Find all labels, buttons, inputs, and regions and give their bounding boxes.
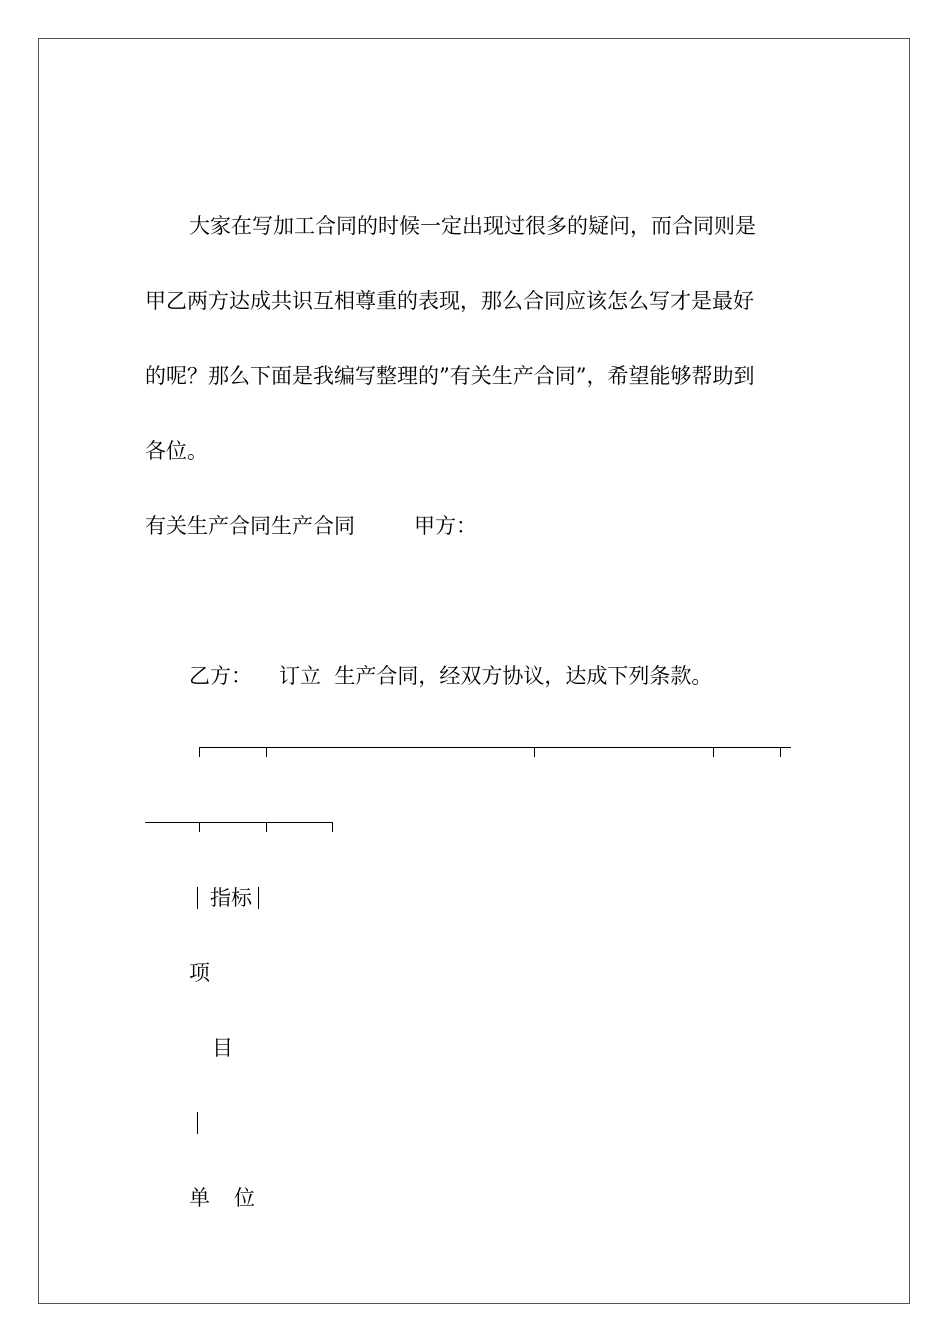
table-cell-divider bbox=[197, 887, 198, 909]
intro-line-2: 甲乙两方达成共识互相尊重的表现，那么合同应该怎么写才是最好 bbox=[145, 289, 754, 313]
intro-line-1: 大家在写加工合同的时候一定出现过很多的疑问，而合同则是 bbox=[189, 214, 756, 238]
terms-text: 订立 生产合同，经双方协议，达成下列条款。 bbox=[279, 664, 713, 688]
table-item-char-2: 目 bbox=[212, 1036, 233, 1060]
table-unit-char-1: 单 bbox=[189, 1186, 210, 1210]
party-b-label: 乙方： bbox=[189, 664, 252, 688]
table-cell-divider bbox=[258, 887, 259, 909]
table-row-divider bbox=[197, 1109, 198, 1137]
table-item-char-1: 项 bbox=[189, 961, 210, 985]
contract-title: 有关生产合同生产合同 bbox=[145, 514, 355, 538]
party-a-label: 甲方： bbox=[414, 514, 477, 538]
table-unit-char-2: 位 bbox=[234, 1186, 255, 1210]
table-header-indicator-cell bbox=[197, 884, 259, 912]
intro-line-4: 各位。 bbox=[145, 439, 208, 463]
intro-line-3: 的呢？那么下面是我编写整理的”有关生产合同”，希望能够帮助到 bbox=[145, 364, 755, 388]
table-header-indicator: 指标 bbox=[210, 886, 252, 910]
